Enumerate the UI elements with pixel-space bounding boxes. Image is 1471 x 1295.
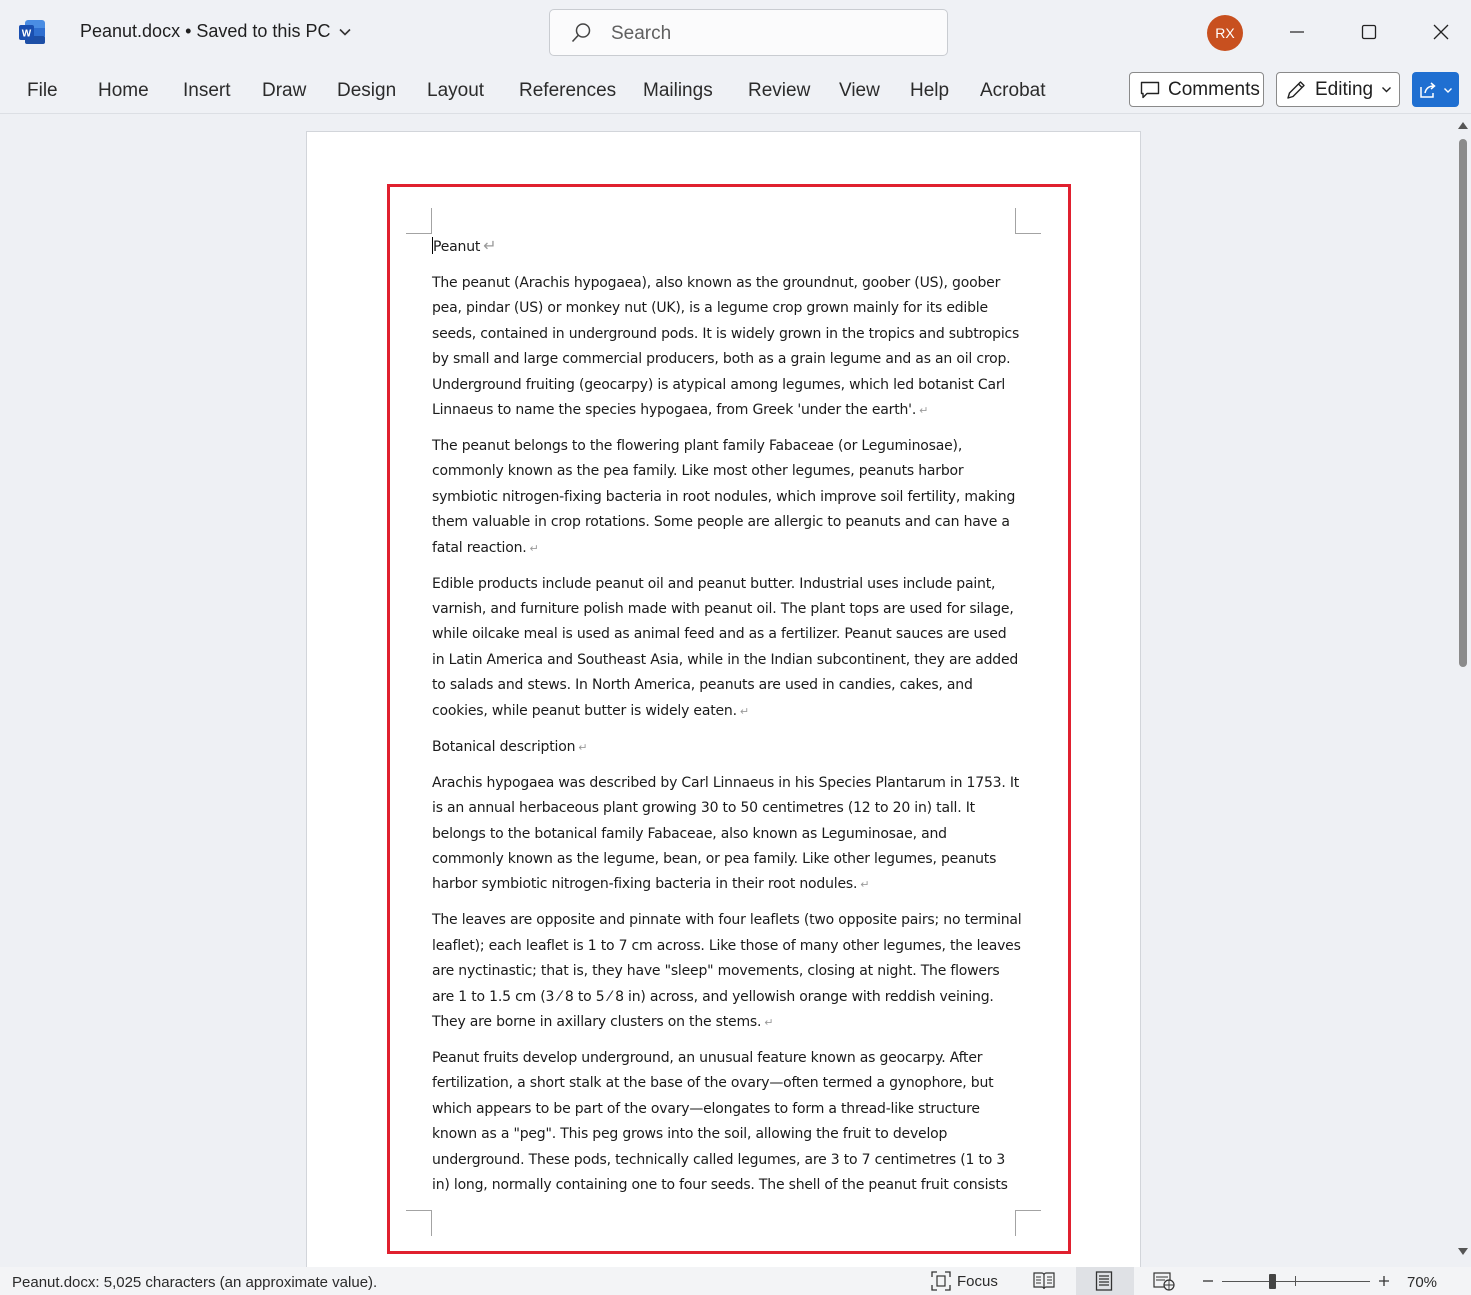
web-layout-button[interactable] (1153, 1271, 1177, 1291)
zoom-slider-thumb[interactable] (1269, 1274, 1276, 1289)
tab-mailings[interactable]: Mailings (643, 80, 713, 101)
search-icon (570, 22, 592, 44)
tab-view[interactable]: View (839, 80, 880, 101)
search-box[interactable] (549, 9, 948, 56)
paragraph-mark: ↵ (578, 740, 588, 754)
paragraph-mark: ↵ (860, 878, 870, 892)
zoom-level[interactable]: 70% (1407, 1274, 1438, 1291)
tab-acrobat[interactable]: Acrobat (980, 80, 1046, 101)
chevron-down-icon (1443, 85, 1453, 95)
scroll-up-icon[interactable] (1458, 121, 1468, 129)
tab-help[interactable]: Help (910, 80, 950, 101)
search-placeholder: Search (611, 23, 672, 44)
share-button[interactable] (1412, 72, 1459, 107)
word-app-icon (19, 20, 45, 44)
editing-label: Editing (1315, 78, 1374, 100)
focus-icon (931, 1271, 951, 1291)
editing-mode-button[interactable] (1276, 72, 1400, 107)
vertical-scrollbar[interactable] (1455, 115, 1471, 1267)
maximize-button[interactable] (1355, 18, 1383, 46)
paragraph-mark: ↵ (529, 541, 539, 555)
comments-button[interactable] (1129, 72, 1264, 107)
paragraph (432, 771, 1022, 898)
zoom-slider-center-mark (1295, 1276, 1296, 1286)
print-layout-button[interactable] (1076, 1267, 1134, 1295)
paragraph-text: Peanut fruits develop underground, an unusual feature known as geocarpy. After fertilization, a short stalk at the base of the ovary—often termed a gynophore, but which appears to be part of the ovary—elongates to form a thread-like structure known as a "peg". This peg grows into the soil, allowing the fruit to develop underground. These pods, technically called legumes, are 3 to 7 centimetres (1 to 3 in) long, normally containing one to four seeds. The shell of the peanut fruit consists (432, 1049, 1008, 1193)
section-heading (432, 735, 1022, 760)
zoom-out-icon[interactable] (1202, 1275, 1214, 1287)
paragraph (432, 271, 1022, 423)
character-count[interactable]: Peanut.docx: 5,025 characters (an approximate value). (12, 1274, 378, 1291)
document-canvas[interactable] (0, 115, 1455, 1267)
document-body[interactable] (432, 233, 1022, 1209)
tab-insert[interactable]: Insert (183, 80, 231, 101)
title-bar (0, 0, 1471, 64)
tab-review[interactable]: Review (748, 80, 811, 101)
paragraph (432, 434, 1022, 561)
paragraph-text: Edible products include peanut oil and peanut butter. Industrial uses include paint, varnish, and furniture polish made with peanut oil. The plant tops are used for silage, while oilcake meal is used as animal feed and as a fertilizer. Peanut sauces are used in Latin America and Southeast Asia, while in the Indian subcontinent, they are added to salads and stews. In North America, peanuts are used in candies, cakes, and cookies, while peanut butter is widely eaten. (432, 575, 1019, 719)
user-avatar[interactable]: RX (1207, 15, 1243, 51)
document-heading (432, 233, 1022, 260)
focus-label: Focus (957, 1272, 998, 1290)
paragraph-mark: ↵ (483, 236, 497, 255)
paragraph-text: The peanut belongs to the flowering plant family Fabaceae (or Leguminosae), commonly known as the pea family. Like most other legumes, peanuts harbor symbiotic nitrogen-fixing bacteria in root nodules, which improve soil fertility, making them valuable in crop rotations. Some people are allergic to peanuts and can have a fatal reaction. (432, 438, 1016, 556)
scrollbar-thumb[interactable] (1459, 139, 1467, 667)
paragraph (432, 572, 1022, 724)
close-icon (1433, 24, 1449, 40)
margin-corner-mark (1015, 1210, 1041, 1236)
print-layout-icon (1094, 1271, 1114, 1291)
paragraph-mark: ↵ (764, 1015, 774, 1029)
tab-home[interactable]: Home (98, 80, 149, 101)
margin-corner-mark (1015, 208, 1041, 234)
close-button[interactable] (1427, 18, 1455, 46)
heading-text: Peanut (433, 239, 481, 255)
paragraph (432, 1046, 1022, 1198)
comment-icon (1140, 81, 1160, 99)
status-bar (0, 1267, 1471, 1295)
share-icon (1419, 81, 1439, 99)
tab-references[interactable]: References (519, 80, 617, 101)
paragraph-text: Arachis hypogaea was described by Carl Linnaeus in his Species Plantarum in 1753. It is an annual herbaceous plant growing 30 to 50 centimetres (12 to 20 in) tall. It belongs to the botanical family Fabaceae, also known as Leguminosae, and commonly known as the legume, bean, or pea family. Like other legumes, peanuts harbor symbiotic nitrogen-fixing bacteria in their root nodules. (432, 774, 1020, 893)
paragraph (432, 908, 1022, 1035)
paragraph-mark: ↵ (739, 704, 749, 718)
pencil-icon (1285, 79, 1307, 101)
ribbon-tabs (0, 64, 1471, 114)
document-title-text: Peanut.docx • Saved to this PC (80, 21, 331, 41)
read-mode-button[interactable] (1033, 1271, 1057, 1291)
tab-layout[interactable]: Layout (427, 80, 485, 101)
minimize-button[interactable] (1283, 18, 1311, 46)
tab-file[interactable]: File (27, 80, 58, 101)
maximize-icon (1361, 24, 1377, 40)
minimize-icon (1289, 24, 1305, 40)
chevron-down-icon (1381, 84, 1392, 95)
book-icon (1033, 1271, 1055, 1291)
paragraph-text: The peanut (Arachis hypogaea), also known as the groundnut, goober (US), goober pea, pindar (US) or monkey nut (UK), is a legume crop grown mainly for its edible seeds, contained in underground pods. It is widely grown in the tropics and subtropics by small and large commercial producers, both as a grain legume and as an oil crop. Underground fruiting (geocarpy) is atypical among legumes, which led botanist Carl Linnaeus to name the species hypogaea, from Greek 'under the earth'. (432, 275, 1020, 419)
document-title[interactable] (80, 21, 352, 42)
tab-design[interactable]: Design (337, 80, 397, 101)
comments-label: Comments (1168, 78, 1260, 100)
scroll-down-icon[interactable] (1458, 1248, 1468, 1256)
focus-mode-button[interactable] (931, 1271, 998, 1291)
paragraph-text: Botanical description (432, 738, 576, 755)
paragraph-text: The leaves are opposite and pinnate with four leaflets (two opposite pairs; no terminal leaflet); each leaflet is 1 to 7 cm across. Like those of many other legumes, the leaves are nyctinastic; that is, they have "sleep" movements, closing at night. The flowers are 1 to 1.5 cm (3 ⁄ 8 to 5 ⁄ 8 in) across, and yellowish orange with reddish veining. They are borne in axillary clusters on the stems. (432, 912, 1022, 1030)
margin-corner-mark (406, 208, 432, 234)
zoom-slider[interactable] (1222, 1281, 1370, 1282)
zoom-in-icon[interactable] (1378, 1275, 1390, 1287)
web-layout-icon (1153, 1271, 1175, 1291)
svg-text:W: W (21, 28, 32, 40)
tab-draw[interactable]: Draw (262, 80, 307, 101)
paragraph-mark: ↵ (919, 404, 929, 418)
margin-corner-mark (406, 1210, 432, 1236)
chevron-down-icon (338, 25, 352, 39)
